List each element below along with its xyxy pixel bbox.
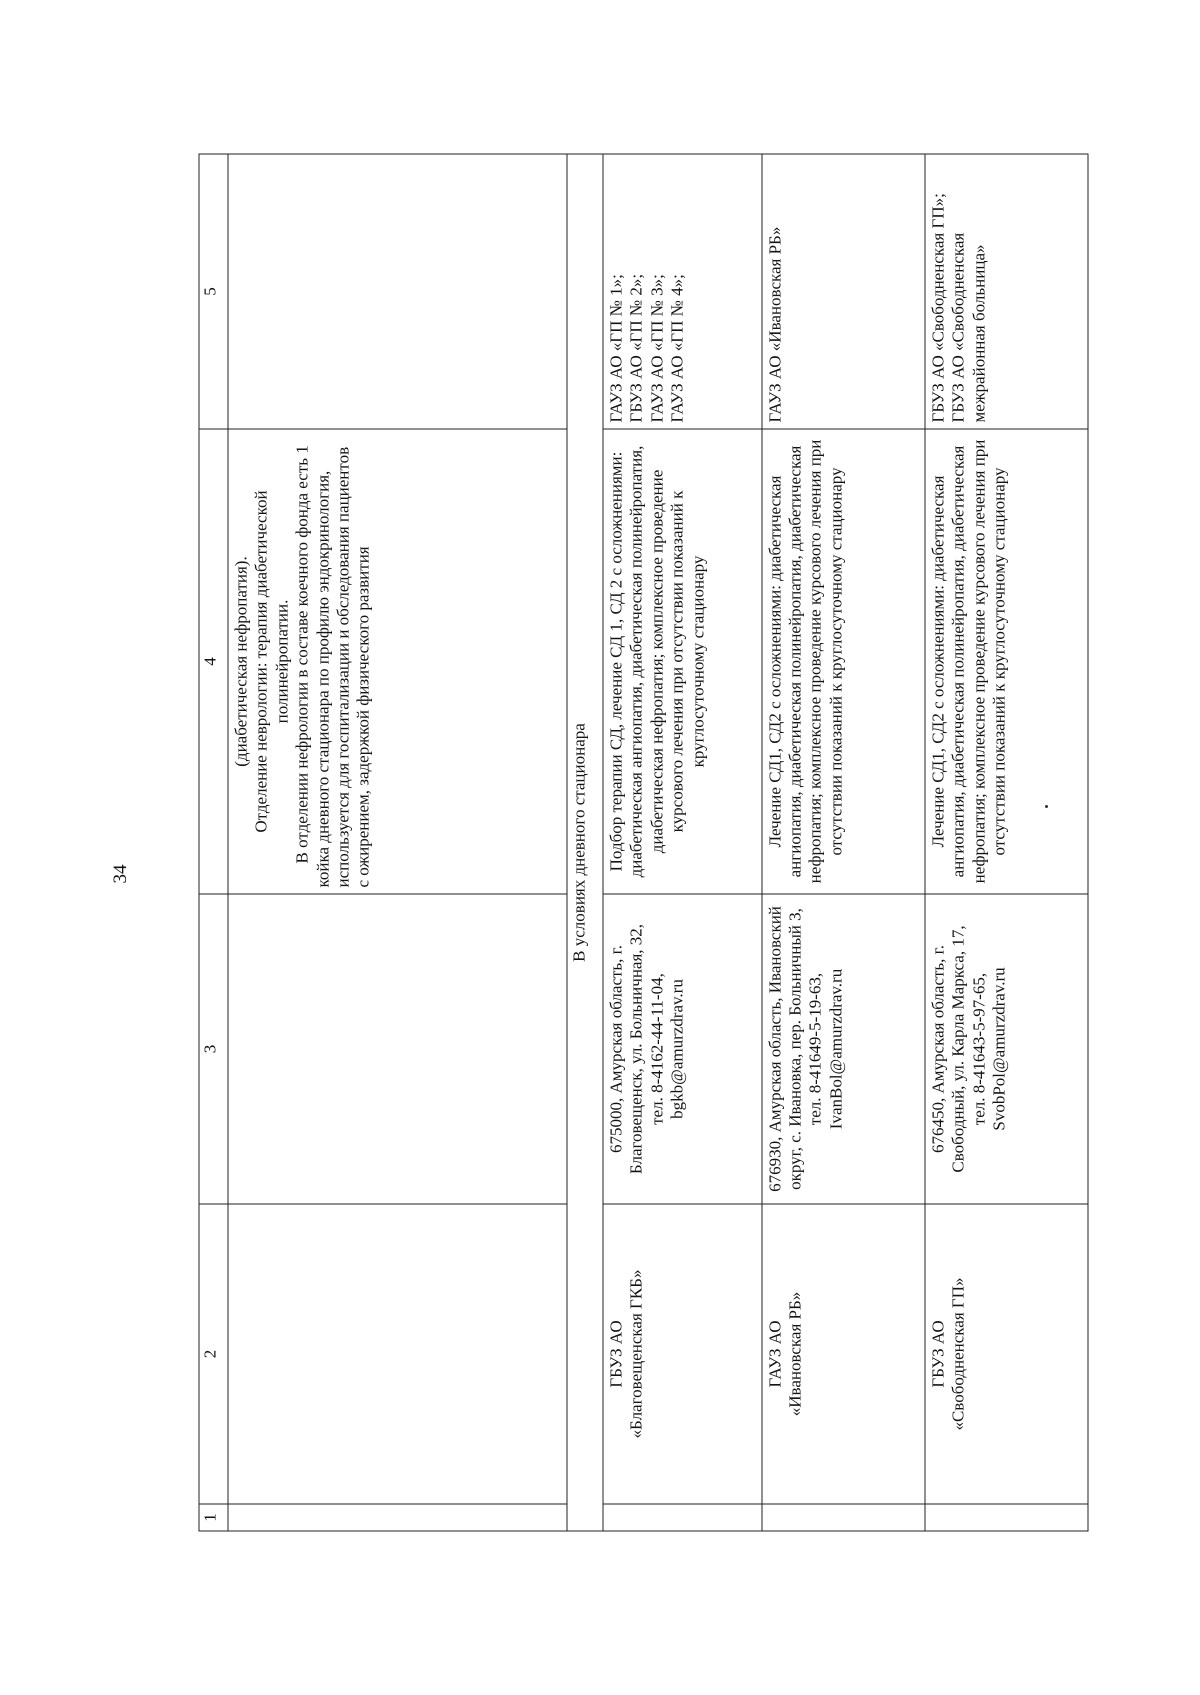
row1-phone: тел. 8-4162-44-11-04, [646,972,666,1125]
row3-email: SvobPol@amurzdrav.ru [988,966,1008,1131]
header-cell-3: 3 [199,894,228,1204]
row2-address: 676930, Амурская область, Ивановский округ, с. Ивановка, пер. Больничный 3, [764,905,804,1192]
cont-cell-5 [227,154,566,429]
cont-cell-2 [227,1204,566,1504]
row3-cell-1 [924,1504,1087,1531]
row3-attached-2: ГБУЗ АО «Свободненская межрайонная больница» [948,232,988,422]
row3-org [924,1204,1087,1504]
cont-cell-1 [227,1504,566,1531]
continuation-row [227,154,566,1531]
row2-email: IvanBol@amurzdrav.ru [825,968,845,1129]
cont-line-2: Отделение неврологии: терапия диабетической полинейропатии. [251,489,291,833]
section-row [567,154,603,1531]
row1-attached [602,154,761,429]
cont-line-1: (диабетическая нефропатия). [230,555,250,767]
row1-treatment: Подбор терапии СД, лечение СД 1, СД 2 с осложнениями: диабетическая ангиопатия, диабетическая полинейропатия, диабетическая нефропатия; комплексное проведение курсового лечения при отсутствии показаний к круглосуточному стационару [602,429,761,894]
table-row [602,154,761,1531]
row2-org-line-2: «Ивановская РБ» [784,1291,804,1416]
row1-attached-4: ГАУЗ АО «ГП № 4»; [667,273,687,422]
row1-org-line-2: «Благовещенская ГКБ» [626,1269,646,1438]
row1-attached-1: ГАУЗ АО «ГП № 1»; [605,273,625,422]
row3-org-line-1: ГБУЗ АО [927,1319,947,1388]
facilities-table [198,153,1088,1531]
cont-line-3: В отделении нефрологии в составе коечного фонда есть 1 койка дневного стационара по профилю эндокринология, используется для госпитализации и обследования пациентов с ожирением, задержкой физического развития [292,444,373,887]
cont-cell-4 [227,429,566,894]
header-row [199,154,228,1531]
row1-cell-1 [602,1504,761,1531]
header-cell-5: 5 [199,154,228,429]
header-cell-4: 4 [199,429,228,894]
row2-treatment: Лечение СД1, СД2 с осложнениями: диабетическая ангиопатия, диабетическая полинейропатия, диабетическая нефропатия; комплексное проведение курсового лечения при отсутствии показаний к круглосуточному стационару [761,429,924,894]
rotated-table-frame [198,154,1088,1531]
row1-attached-2: ГБУЗ АО «ГП № 2»; [626,273,646,422]
row3-address: 676450, Амурская область, г. Свободный, ул. Карла Маркса, 17, [927,924,968,1173]
row3-treatment: Лечение СД1, СД2 с осложнениями: диабетическая ангиопатия, диабетическая полинейропатия, диабетическая нефропатия; комплексное проведение курсового лечения при отсутствии показаний к круглосуточному стационару [924,429,1087,894]
row3-phone: тел. 8-41643-5-97-65, [968,972,988,1125]
row3-org-line-2: «Свободненская ГП» [948,1276,968,1431]
row2-attached-1: ГАУЗ АО «Ивановская РБ» [764,226,784,422]
row2-org [761,1204,924,1504]
row3-contacts [924,894,1087,1204]
row1-org [602,1204,761,1504]
row1-org-line-1: ГБУЗ АО [605,1319,625,1388]
section-title: В условиях дневного стационара [567,154,603,1531]
header-cell-1: 1 [199,1504,228,1531]
row2-attached [761,154,924,429]
cont-cell-3 [227,894,566,1204]
table-row [924,154,1087,1531]
table-row [761,154,924,1531]
row2-cell-1 [761,1504,924,1531]
row1-contacts [602,894,761,1204]
row1-address: 675000, Амурская область, г. Благовещенск, ул. Больничная, 32, [605,923,646,1174]
row2-phone: тел. 8-41649-5-19-63, [805,972,825,1125]
row3-attached [924,154,1087,429]
row1-email: bgkb@amurzdrav.ru [667,978,687,1119]
row3-attached-1: ГБУЗ АО «Свободненская ГП»; [927,192,947,422]
page-number: 34 [110,864,131,884]
row1-attached-3: ГАУЗ АО «ГП № 3»; [646,273,666,422]
row2-org-line-1: ГАУЗ АО [764,1319,784,1388]
header-cell-2: 2 [199,1204,228,1504]
row2-contacts [761,894,924,1204]
